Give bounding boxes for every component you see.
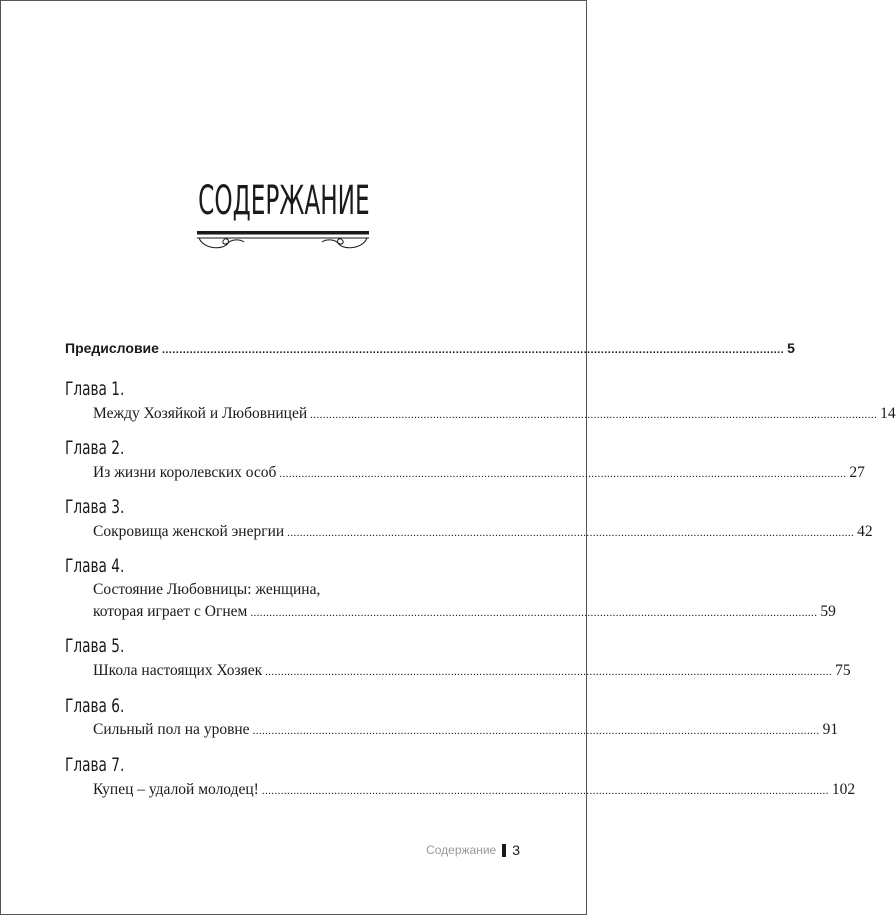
page-number-footer: 3 xyxy=(512,842,520,858)
page-title: СОДЕРЖАНИЕ xyxy=(197,178,370,224)
chapter-heading: Глава 5. xyxy=(65,635,125,657)
chapter-heading: Глава 4. xyxy=(65,555,125,577)
toc-entry-chapter-1[interactable] xyxy=(93,405,896,423)
entry-title-line-1[interactable]: Состояние Любовницы: женщина, xyxy=(93,581,321,598)
dot-leader: .................................................................................................................................................................................... xyxy=(310,409,878,421)
toc-entry-preface[interactable] xyxy=(65,340,795,356)
page-number: 27 xyxy=(849,464,865,481)
toc-entry-chapter-4[interactable] xyxy=(93,603,836,621)
dot-leader: .................................................................................................................................................................................... xyxy=(287,527,855,539)
page-number: 14 xyxy=(880,405,896,422)
dot-leader: .................................................................................................................................................................................... xyxy=(261,785,829,797)
dot-leader: .................................................................................................................................................................................... xyxy=(161,344,785,356)
page-number: 5 xyxy=(787,340,795,356)
running-footer-section: Содержание xyxy=(426,843,497,857)
chapter-heading: Глава 7. xyxy=(65,754,125,776)
entry-title: Сокровища женской энергии xyxy=(93,523,285,540)
entry-title: Сильный пол на уровне xyxy=(93,721,250,738)
toc-entry-chapter-5[interactable] xyxy=(93,662,851,680)
page-number: 102 xyxy=(831,781,856,798)
dot-leader: .................................................................................................................................................................................... xyxy=(265,666,833,678)
entry-title: Между Хозяйкой и Любовницей xyxy=(93,405,308,422)
entry-title: Купец – удалой молодец! xyxy=(93,781,259,798)
dot-leader: .................................................................................................................................................................................... xyxy=(279,468,847,480)
toc-entry-chapter-3[interactable] xyxy=(93,523,873,541)
toc-entry-chapter-6[interactable] xyxy=(93,721,839,739)
entry-title: Из жизни королевских особ xyxy=(93,464,277,481)
footer-divider-bar xyxy=(502,844,506,857)
entry-title: которая играет с Огнем xyxy=(93,603,248,620)
page-number: 75 xyxy=(835,662,851,679)
toc-entry-chapter-2[interactable] xyxy=(93,464,865,482)
chapter-heading: Глава 6. xyxy=(65,695,125,717)
dot-leader: .................................................................................................................................................................................... xyxy=(250,607,818,619)
entry-title: Предисловие xyxy=(65,340,159,356)
page-number: 59 xyxy=(820,603,836,620)
toc-entry-chapter-7[interactable] xyxy=(93,781,856,799)
table-of-contents xyxy=(1,1,896,916)
page-number: 42 xyxy=(857,523,873,540)
dot-leader: .................................................................................................................................................................................... xyxy=(252,725,820,737)
chapter-heading: Глава 2. xyxy=(65,437,125,459)
entry-title: Школа настоящих Хозяек xyxy=(93,662,263,679)
chapter-heading: Глава 3. xyxy=(65,496,125,518)
page-footer xyxy=(426,842,520,858)
chapter-heading: Глава 1. xyxy=(65,378,125,400)
page-number: 91 xyxy=(822,721,839,738)
